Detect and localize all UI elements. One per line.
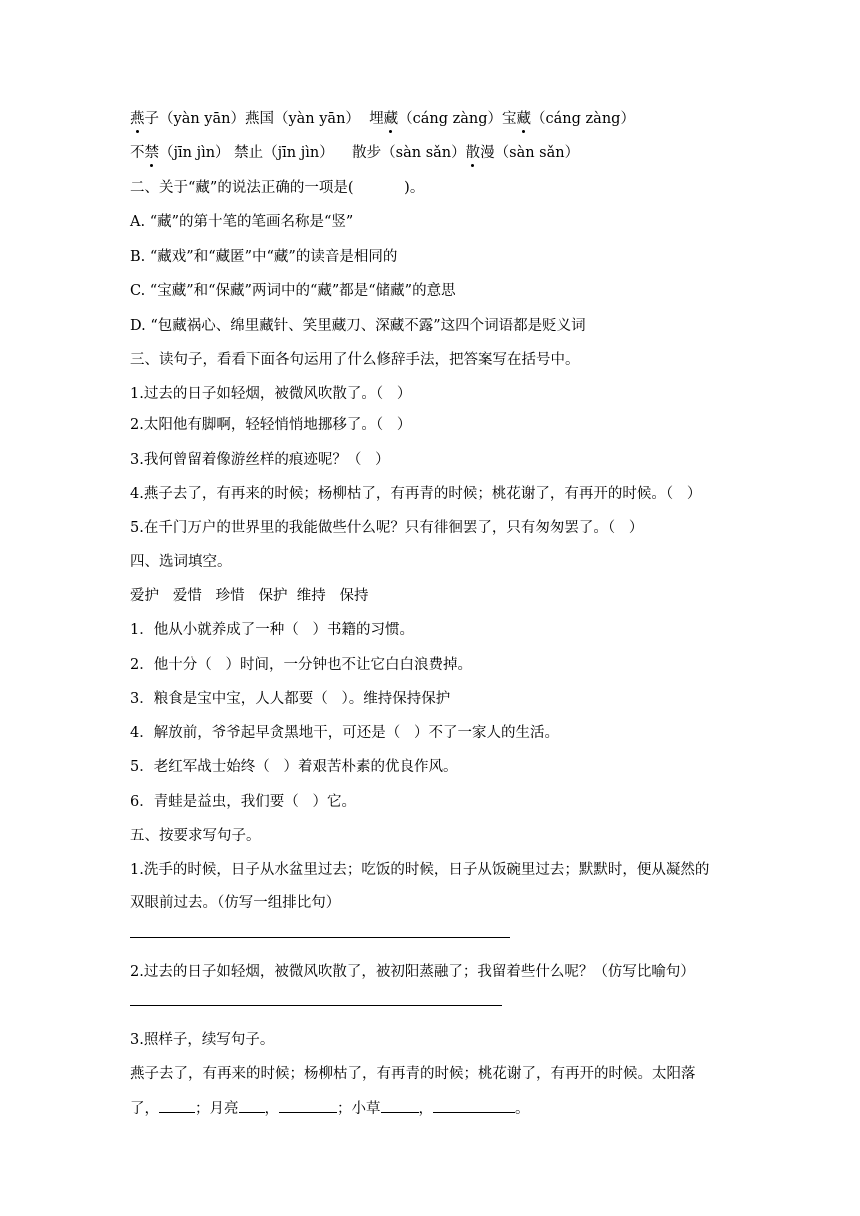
dotted-char: 藏 [383, 111, 399, 127]
pinyin-line-1 [130, 109, 635, 129]
fill-item-4: 4．解放前，爷爷起早贪黑地干，可还是（ ）不了一家人的生活。 [130, 725, 560, 741]
pinyin-line-2 [130, 143, 579, 163]
fill-blank[interactable] [381, 1098, 419, 1113]
q3-text: ；小草 [337, 1101, 381, 1117]
answer-line-1[interactable] [130, 937, 510, 938]
q3-text: 了， [130, 1101, 159, 1117]
section-5-title: 五、按要求写句子。 [130, 828, 261, 844]
pinyin-text: （cáng zàng）宝 [398, 111, 517, 127]
dotted-char: 散 [465, 145, 481, 161]
sentence-q3-line1: 燕子去了，有再来的时候；杨柳枯了，有再青的时候；桃花谢了，有再开的时候。太阳落 [130, 1066, 696, 1082]
fill-item-3: 3．粮食是宝中宝，人人都要（ ）。维持保持保护 [130, 691, 451, 707]
pinyin-text: 不 [130, 145, 145, 161]
section-3-title: 三、读句子，看看下面各句运用了什么修辞手法，把答案写在括号中。 [130, 352, 580, 368]
dotted-char: 燕 [130, 111, 145, 127]
pinyin-text: （cáng zàng） [531, 111, 635, 127]
fill-item-2: 2．他十分（ ）时间，一分钟也不让它白白浪费掉。 [130, 657, 473, 673]
pinyin-text: 埋 [359, 111, 384, 127]
fill-item-1: 1．他从小就养成了一种（ ）书籍的习惯。 [130, 622, 415, 638]
rhetoric-item-2: 2.太阳他有脚啊，轻轻悄悄地挪移了。（ ） [130, 417, 412, 433]
section-2-title: 二、关于“藏”的说法正确的一项是( )。 [130, 180, 425, 196]
option-c: C. “宝藏”和“保藏”两词中的“藏”都是“储藏”的意思 [130, 283, 456, 299]
fill-blank[interactable] [239, 1098, 265, 1113]
sentence-q3-line2 [130, 1098, 530, 1119]
rhetoric-item-3: 3.我何曾留着像游丝样的痕迹呢？（ ） [130, 452, 390, 468]
sentence-q1-line1: 1.洗手的时候，日子从水盆里过去；吃饭的时候，日子从饭碗里过去；默默时，便从凝然的 [130, 862, 710, 878]
pinyin-text: 漫（sàn sǎn） [480, 145, 580, 161]
q3-text: ；月亮 [195, 1101, 239, 1117]
answer-line-2[interactable] [130, 1005, 502, 1006]
q3-text: ， [418, 1101, 433, 1117]
q3-text: 。 [515, 1101, 530, 1117]
dotted-char: 藏 [516, 111, 532, 127]
pinyin-text: 子（yàn yān）燕国（yàn yān） [144, 111, 360, 127]
option-d: D. “包藏祸心、绵里藏针、笑里藏刀、深藏不露”这四个词语都是贬义词 [130, 318, 586, 334]
dotted-char: 禁 [144, 145, 159, 161]
sentence-q1-line2: 双眼前过去。（仿写一组排比句） [130, 895, 341, 911]
word-bank: 爱护 爱惜 珍惜 保护 维持 保持 [130, 588, 369, 604]
pinyin-text: （jīn jìn） 禁止（jīn jìn） [159, 145, 334, 161]
fill-blank[interactable] [159, 1098, 195, 1113]
fill-item-5: 5．老红军战士始终（ ）着艰苦朴素的优良作风。 [130, 759, 458, 775]
sentence-q2: 2.过去的日子如轻烟，被微风吹散了，被初阳蒸融了；我留着些什么呢？（仿写比喻句） [130, 964, 695, 980]
section-4-title: 四、选词填空。 [130, 554, 232, 570]
q3-text: ， [264, 1101, 279, 1117]
option-a: A. “藏”的第十笔的笔画名称是“竖” [130, 214, 354, 230]
rhetoric-item-5: 5.在千门万户的世界里的我能做些什么呢？只有徘徊罢了，只有匆匆罢了。（ ） [130, 520, 644, 536]
rhetoric-item-4: 4.燕子去了，有再来的时候；杨柳枯了，有再青的时候；桃花谢了，有再开的时候。（ ） [130, 486, 702, 502]
fill-blank[interactable] [279, 1098, 337, 1113]
option-b: B. “藏戏”和“藏匿”中“藏”的读音是相同的 [130, 249, 398, 265]
fill-blank[interactable] [433, 1098, 515, 1113]
rhetoric-item-1: 1.过去的日子如轻烟，被微风吹散了。（ ） [130, 386, 412, 402]
sentence-q3-title: 3.照样子，续写句子。 [130, 1032, 275, 1048]
pinyin-text: 散步（sàn sǎn） [333, 145, 466, 161]
fill-item-6: 6．青蛙是益虫，我们要（ ）它。 [130, 794, 357, 810]
